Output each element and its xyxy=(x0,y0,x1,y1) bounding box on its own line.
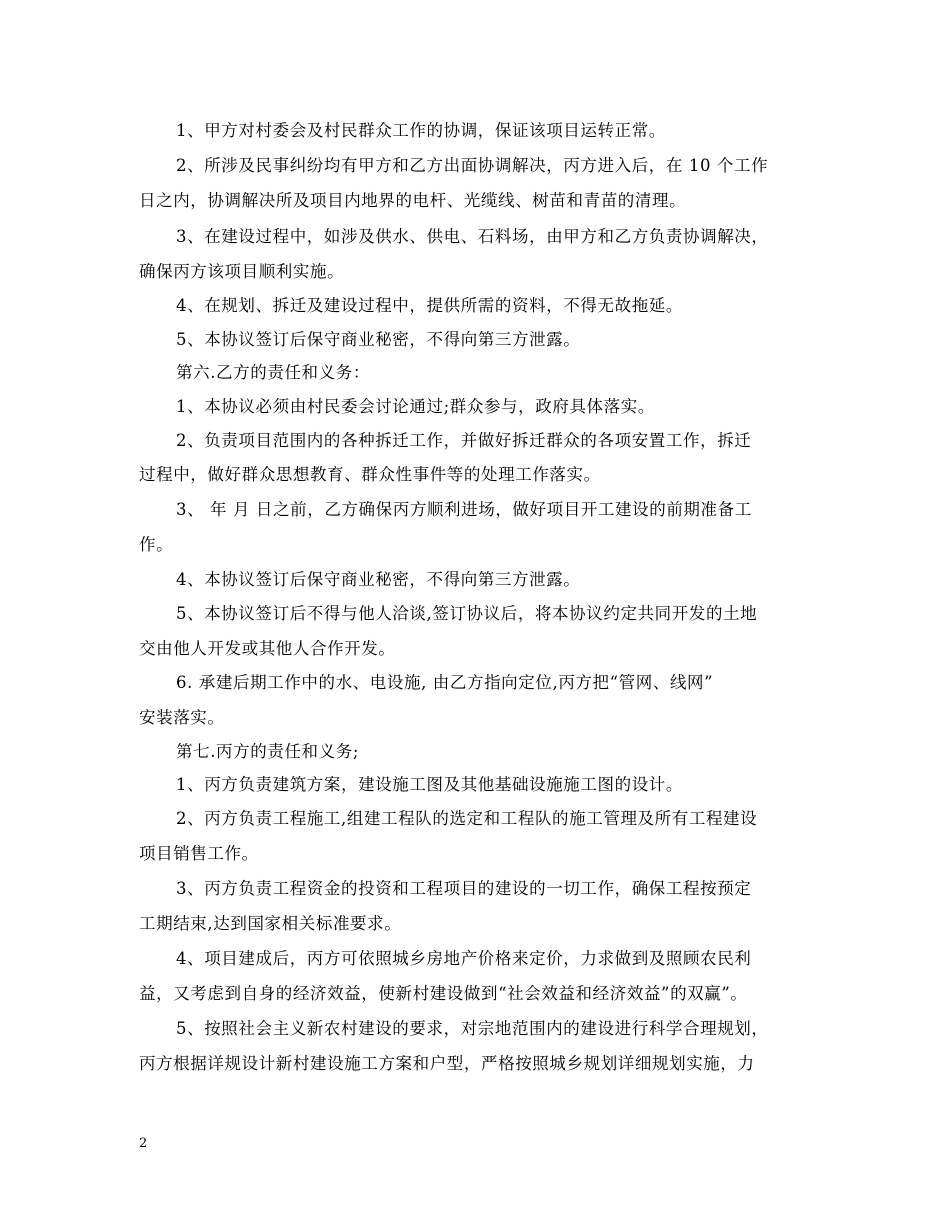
section-heading: 第七.丙方的责任和义务; xyxy=(176,742,360,761)
paragraph-line: 6. 承建后期工作中的水、电设施, 由乙方指向定位,丙方把“管网、线网” xyxy=(176,673,714,692)
paragraph-line: 2、所涉及民事纠纷均有甲方和乙方出面协调解决，丙方进入后，在 10 个工作 xyxy=(176,156,769,175)
paragraph-line: 5、按照社会主义新农村建设的要求，对宗地范围内的建设进行科学合理规划， xyxy=(176,1019,769,1038)
paragraph-line: 作。 xyxy=(139,535,174,554)
paragraph-line: 丙方根据详规设计新村建设施工方案和户型，严格按照城乡规划详细规划实施，力 xyxy=(139,1054,755,1073)
paragraph-line: 4、在规划、拆迁及建设过程中，提供所需的资料，不得无故拖延。 xyxy=(176,296,683,315)
paragraph-line: 4、项目建成后，丙方可依照城乡房地产价格来定价，力求做到及照顾农民利 xyxy=(176,949,752,968)
paragraph-line: 项目销售工作。 xyxy=(139,844,259,863)
paragraph-line: 3、在建设过程中，如涉及供水、供电、石料场，由甲方和乙方负责协调解决， xyxy=(176,227,769,246)
paragraph-line: 5、本协议签订后不得与他人洽谈,签订协议后，将本协议约定共同开发的土地 xyxy=(176,604,758,623)
paragraph-line: 3、丙方负责工程资金的投资和工程项目的建设的一切工作，确保工程按预定 xyxy=(176,879,752,898)
paragraph-line: 5、本协议签订后保守商业秘密，不得向第三方泄露。 xyxy=(176,330,581,349)
paragraph-line: 2、负责项目范围内的各种拆迁工作，并做好拆迁群众的各项安置工作，拆迁 xyxy=(176,431,752,450)
paragraph-line: 1、本协议必须由村民委会讨论通过;群众参与，政府具体落实。 xyxy=(176,397,655,416)
paragraph-line: 1、甲方对村委会及村民群众工作的协调，保证该项目运转正常。 xyxy=(176,121,666,140)
paragraph-line: 2、丙方负责工程施工,组建工程队的选定和工程队的施工管理及所有工程建设 xyxy=(176,809,758,828)
page-number: 2 xyxy=(139,1136,148,1151)
paragraph-line: 工期结束,达到国家相关标准要求。 xyxy=(139,914,402,933)
paragraph-line: 过程中，做好群众思想教育、群众性事件等的处理工作落实。 xyxy=(139,465,601,484)
paragraph-line: 4、本协议签订后保守商业秘密，不得向第三方泄露。 xyxy=(176,570,581,589)
paragraph-line: 益，又考虑到自身的经济效益，使新村建设做到“社会效益和经济效益”的双赢”。 xyxy=(139,984,748,1003)
paragraph-line: 安装落实。 xyxy=(139,708,225,727)
paragraph-line: 交由他人开发或其他人合作开发。 xyxy=(139,639,396,658)
paragraph-line: 确保丙方该项目顺利实施。 xyxy=(139,262,345,281)
paragraph-line: 1、丙方负责建筑方案，建设施工图及其他基础设施施工图的设计。 xyxy=(176,775,683,794)
paragraph-line: 3、 年 月 日之前，乙方确保丙方顺利进场，做好项目开工建设的前期准备工 xyxy=(176,500,752,519)
paragraph-line: 日之内，协调解决所及项目内地界的电杆、光缆线、树苗和青苗的清理。 xyxy=(139,191,687,210)
section-heading: 第六.乙方的责任和义务： xyxy=(176,363,370,382)
